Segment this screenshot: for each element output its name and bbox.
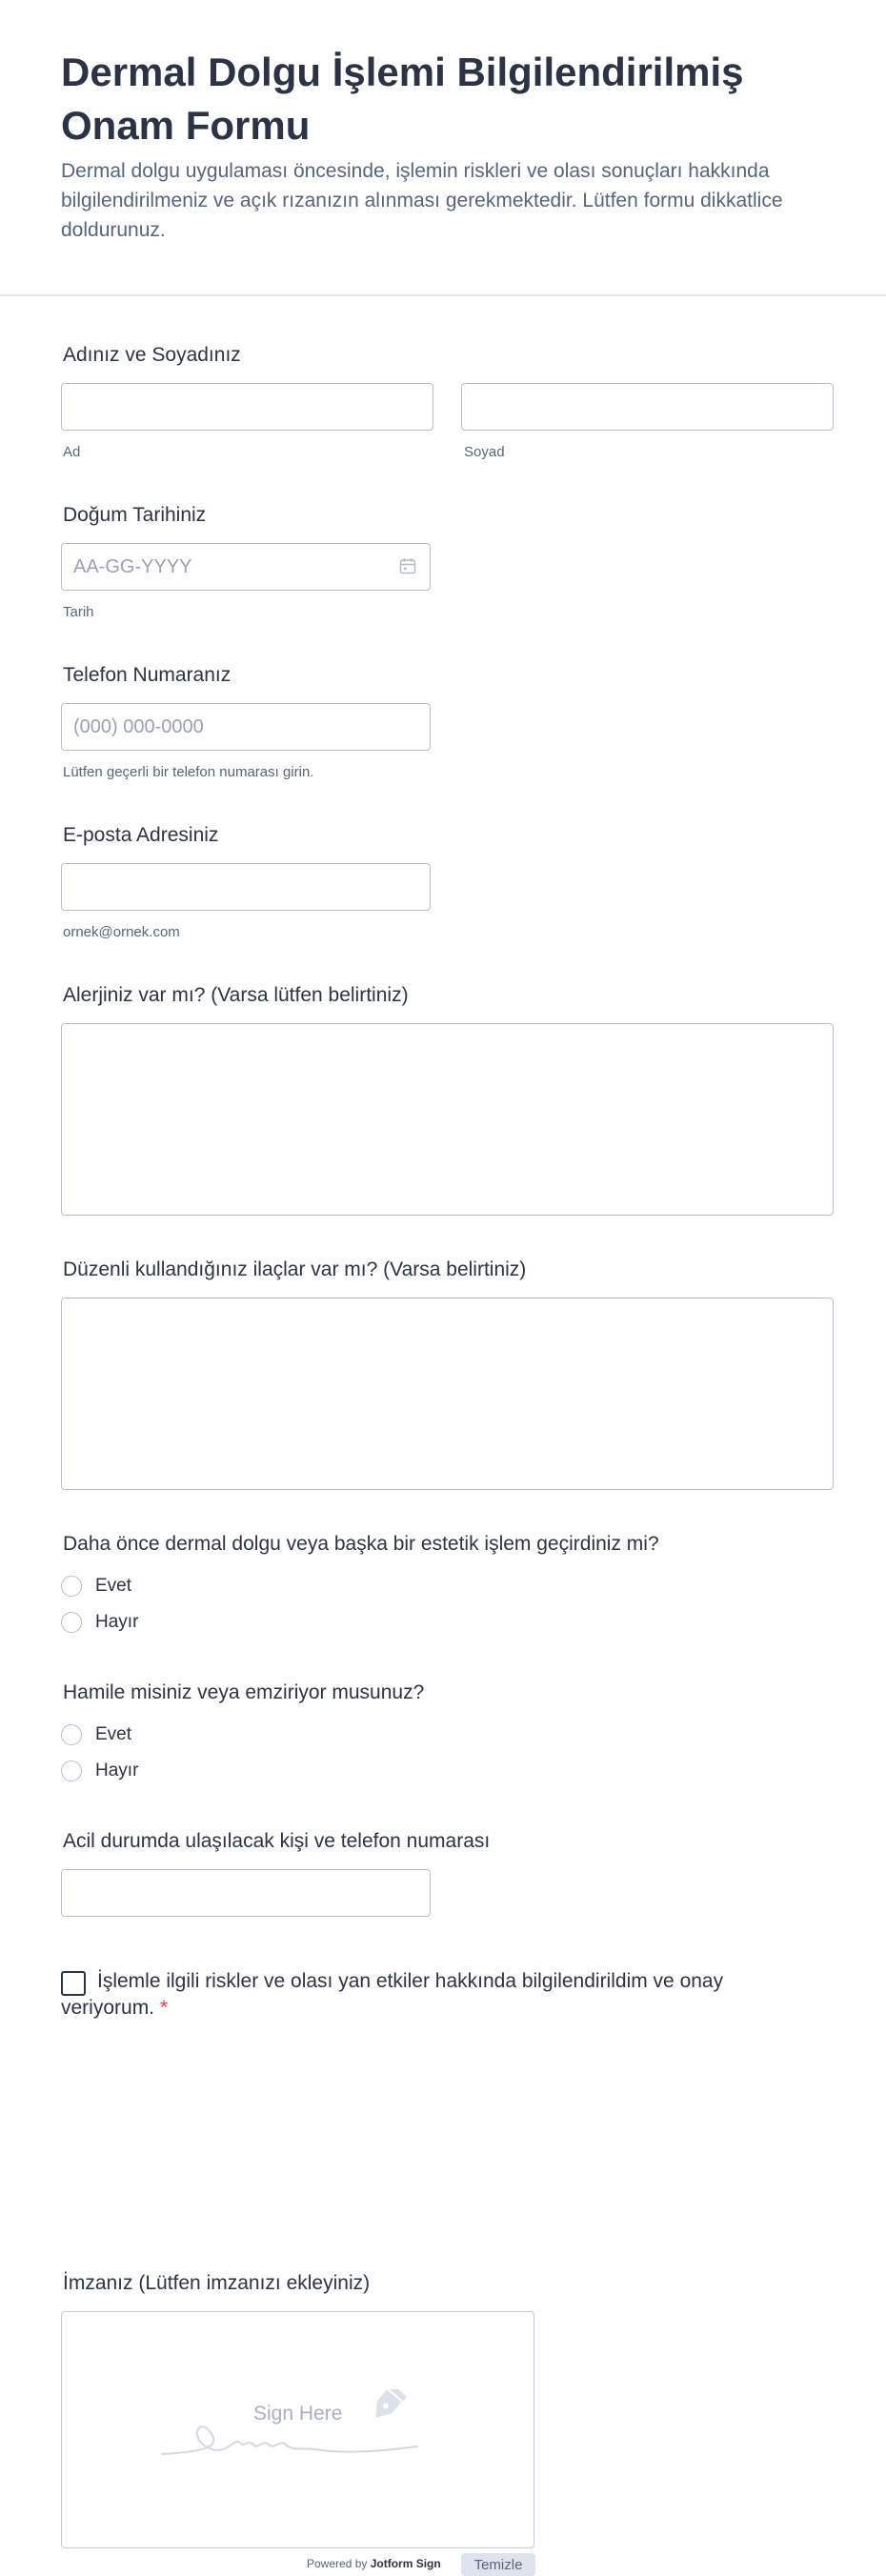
medications-textarea[interactable] [61, 1298, 834, 1490]
prior-procedure-option-yes[interactable] [61, 1572, 131, 1600]
radio-button[interactable] [61, 1612, 82, 1633]
form-header [0, 0, 886, 296]
radio-button[interactable] [61, 1724, 82, 1745]
last-name-input[interactable] [461, 383, 834, 431]
phone-input[interactable] [61, 703, 431, 751]
prior-procedure-label: Daha önce dermal dolgu veya başka bir estetik işlem geçirdiniz mi? [63, 1533, 659, 1555]
emergency-contact-label: Acil durumda ulaşılacak kişi ve telefon numarası [63, 1830, 491, 1852]
medications-label: Düzenli kullandığınız ilaçlar var mı? (Varsa belirtiniz) [63, 1258, 527, 1280]
form-description: Dermal dolgu uygulaması öncesinde, işlemin riskleri ve olası sonuçları hakkında bilgilendirilmeniz ve açık rızanızın alınması gerekmektedir. Lütfen formu dikkatlice doldurunuz. [61, 160, 783, 241]
required-asterisk: * [160, 1997, 169, 2019]
email-label: E-posta Adresiniz [63, 824, 219, 846]
first-name-sublabel: Ad [63, 444, 81, 460]
prior-procedure-option-no[interactable] [61, 1608, 138, 1637]
first-name-input[interactable] [61, 383, 433, 431]
birth-date-input[interactable] [61, 543, 431, 591]
form-title: Dermal Dolgu İşlemi Bilgilendirilmiş Onam Formu [61, 50, 744, 148]
calendar-icon[interactable] [399, 557, 416, 574]
phone-label: Telefon Numaranız [63, 664, 232, 686]
pregnancy-option-no[interactable] [61, 1757, 138, 1785]
pregnancy-option-yes[interactable] [61, 1721, 131, 1749]
email-sublabel: ornek@ornek.com [63, 924, 180, 940]
consent-label: İşlemle ilgili riskler ve olası yan etkiler hakkında bilgilendirildim ve onay veriyorum. [61, 1970, 724, 2019]
sign-here-placeholder: Sign Here [253, 2403, 343, 2425]
emergency-contact-input[interactable] [61, 1869, 431, 1917]
radio-label: Evet [95, 1724, 132, 1744]
radio-label: Hayır [95, 1612, 139, 1632]
powered-by [307, 2557, 441, 2570]
allergies-textarea[interactable] [61, 1023, 834, 1216]
radio-button[interactable] [61, 1761, 82, 1781]
powered-prefix: Powered by [307, 2557, 371, 2570]
birth-date-label: Doğum Tarihiniz [63, 504, 207, 526]
radio-button[interactable] [61, 1576, 82, 1597]
name-label: Adınız ve Soyadınız [63, 344, 241, 366]
allergies-label: Alerjiniz var mı? (Varsa lütfen belirtiniz) [63, 984, 409, 1006]
email-input[interactable] [61, 863, 431, 911]
birth-date-sublabel: Tarih [63, 604, 94, 620]
signature-label: İmzanız (Lütfen imzanızı ekleyiniz) [63, 2272, 371, 2294]
powered-brand: Jotform Sign [370, 2557, 441, 2570]
pregnancy-label: Hamile misiniz veya emziriyor musunuz? [63, 1681, 425, 1703]
phone-sublabel: Lütfen geçerli bir telefon numarası girin. [63, 764, 314, 780]
last-name-sublabel: Soyad [464, 444, 505, 460]
clear-signature-button[interactable]: Temizle [461, 2553, 535, 2576]
radio-label: Evet [95, 1576, 132, 1596]
radio-label: Hayır [95, 1761, 139, 1781]
consent-text [61, 1968, 766, 2022]
